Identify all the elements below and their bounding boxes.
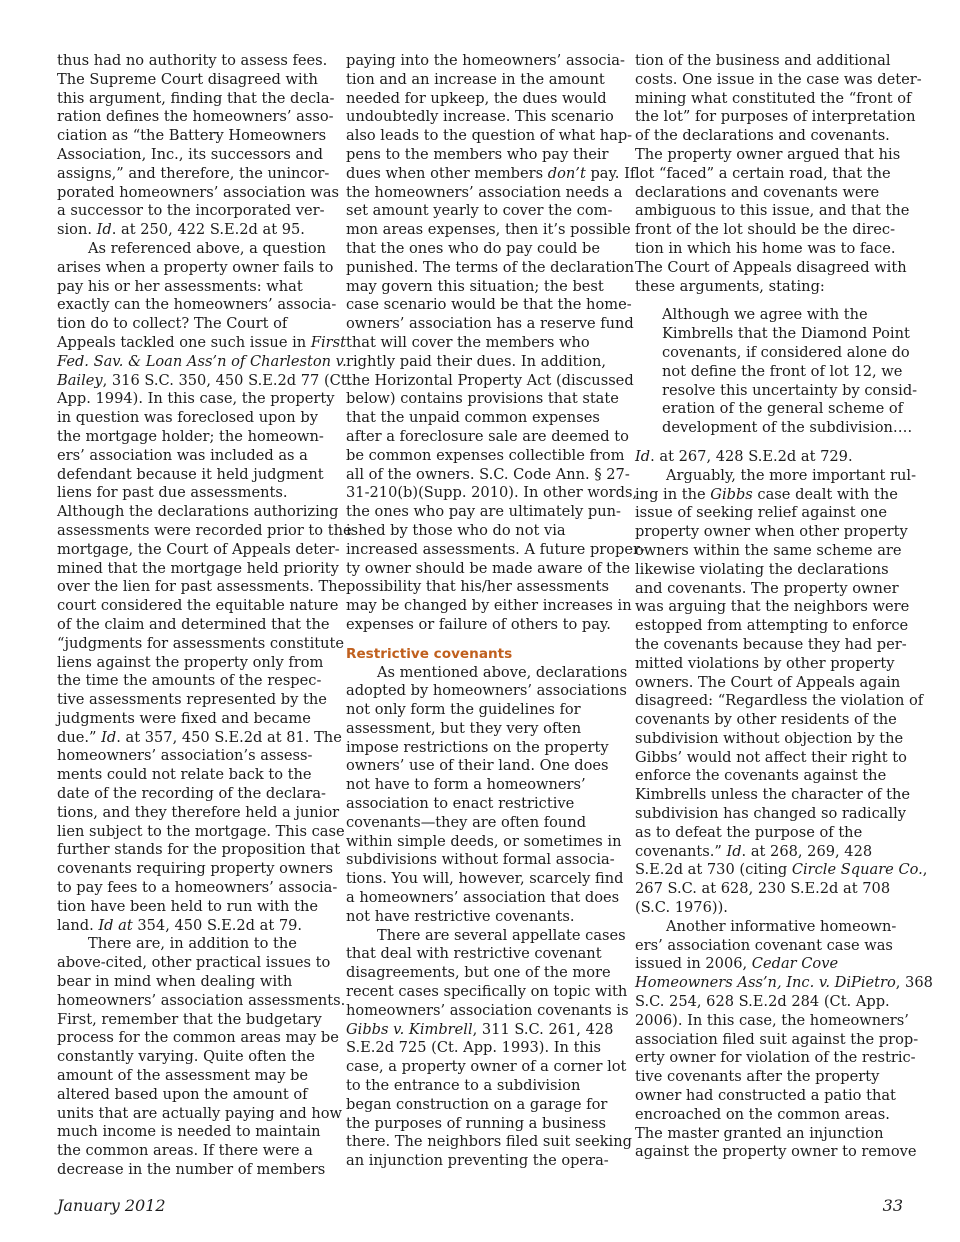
text-line: mon areas expenses, then it’s possible <box>346 221 631 239</box>
text-block <box>635 447 933 1162</box>
text-line: tion in which his home was to face. <box>635 239 896 257</box>
text-line: tions, and they therefore held a junior <box>57 803 340 821</box>
text-line: to the entrance to a subdivision <box>346 1077 581 1095</box>
text-line: First, remember that the budgetary <box>57 1010 322 1028</box>
text-line: that the unpaid common expenses <box>346 409 600 427</box>
text-line: Although the declarations authorizing <box>57 503 339 521</box>
text-line: association filed suit against the prop- <box>635 1030 919 1048</box>
text-line: an injunction preventing the opera- <box>346 1152 609 1170</box>
text-line: covenants by other residents of the <box>635 711 897 729</box>
text-line: ing in the Gibbs case dealt with the <box>635 485 898 503</box>
text-line: not have restrictive covenants. <box>346 907 575 925</box>
text-line: S.E.2d 725 (Ct. App. 1993). In this <box>346 1039 602 1057</box>
text-line: expenses or failure of others to pay. <box>346 615 611 633</box>
text-line: issued in 2006, Cedar Cove <box>635 955 839 973</box>
text-line: case, a property owner of a corner lot <box>346 1058 627 1076</box>
text-line: Homeowners Ass’n, Inc. v. DiPietro, 368 <box>635 974 933 992</box>
text-line: disagreed: “Regardless the violation of <box>635 692 924 710</box>
text-line: mortgage, the Court of Appeals deter- <box>57 540 340 558</box>
article-column-1 <box>57 52 352 1180</box>
text-line: due.” Id. at 357, 450 S.E.2d at 81. The <box>57 728 342 746</box>
text-line: to pay fees to a homeowners’ associa- <box>57 879 338 897</box>
text-line: below) contains provisions that state <box>346 390 619 408</box>
text-block <box>346 663 632 1172</box>
text-line: There are, in addition to the <box>88 935 297 953</box>
text-line: subdivision without objection by the <box>635 729 904 747</box>
text-line: case scenario would be that the home- <box>346 296 632 314</box>
text-line: liens for past due assessments. <box>57 484 288 502</box>
text-line: the lot” for purposes of interpretation <box>635 108 916 126</box>
text-line: eration of the general scheme of <box>662 400 904 418</box>
text-line: of the claim and determined that the <box>57 615 330 633</box>
text-line: The property owner argued that his <box>635 145 901 163</box>
text-line: Gibbs’ would not affect their right to <box>635 748 907 766</box>
text-line: enforce the covenants against the <box>635 767 887 785</box>
text-line: “judgments for assessments constitute <box>57 634 345 652</box>
text-line: may govern this situation; the best <box>346 277 604 295</box>
text-line: also leads to the question of what hap- <box>346 127 633 145</box>
text-line: assessment, but they very often <box>346 719 582 737</box>
text-line: within simple deeds, or sometimes in <box>346 832 622 850</box>
text-line: rightly paid their dues. In addition, <box>346 352 607 370</box>
text-line: this argument, finding that the decla- <box>57 89 335 107</box>
text-line: as to defeat the purpose of the <box>635 823 863 841</box>
text-line: impose restrictions on the property <box>346 738 609 756</box>
text-line: subdivisions without formal associa- <box>346 851 615 869</box>
text-line: owners. The Court of Appeals again <box>635 673 901 691</box>
text-line: process for the common areas may be <box>57 1029 339 1047</box>
text-line: of the declarations and covenants. <box>635 127 890 145</box>
text-line: Fed. Sav. & Loan Ass’n of Charleston v. <box>57 352 347 370</box>
text-line: a successor to the incorporated ver- <box>57 202 325 220</box>
text-line: the covenants because they had per- <box>635 635 907 653</box>
text-line: needed for upkeep, the dues would <box>346 89 607 107</box>
text-line: there. The neighbors filed suit seeking <box>346 1133 632 1151</box>
text-line: ambiguous to this issue, and that the <box>635 202 910 220</box>
article-column-2 <box>346 52 645 1171</box>
text-line: undoubtedly increase. This scenario <box>346 108 614 126</box>
text-line: mining what constituted the “front of <box>635 89 912 107</box>
text-line: arises when a property owner fails to <box>57 258 334 276</box>
section-heading: Restrictive covenants <box>346 645 513 662</box>
text-line: likewise violating the declarations <box>635 560 889 578</box>
text-line: that deal with restrictive covenant <box>346 945 602 963</box>
text-line: a homeowners’ association that does <box>346 889 620 907</box>
text-line: units that are actually paying and how <box>57 1104 343 1122</box>
text-line: development of the subdivision…. <box>662 419 913 437</box>
text-line: owner had constructed a patio that <box>635 1087 896 1105</box>
text-line: ciation as “the Battery Homeowners <box>57 127 327 145</box>
text-line: the mortgage holder; the homeown- <box>57 427 324 445</box>
text-line: Arguably, the more important rul- <box>666 466 917 484</box>
article-column-3 <box>635 52 933 1162</box>
text-line: tion and an increase in the amount <box>346 70 605 88</box>
text-line: not have to form a homeowners’ <box>346 776 586 794</box>
text-line: much income is needed to maintain <box>57 1123 321 1141</box>
text-line: above-cited, other practical issues to <box>57 954 331 972</box>
text-line: liens against the property only from <box>57 653 324 671</box>
paragraph-spacer <box>635 438 903 448</box>
text-line: Kimbrells that the Diamond Point <box>662 325 910 343</box>
text-line: judgments were fixed and became <box>57 709 311 727</box>
text-line: (S.C. 1976)). <box>635 899 728 917</box>
text-line: court considered the equitable nature <box>57 597 339 615</box>
text-line: The Supreme Court disagreed with <box>57 70 318 88</box>
text-line: homeowners’ association assessments. <box>57 991 346 1009</box>
text-block <box>346 52 645 635</box>
text-line: 31-210(b)(Supp. 2010). In other words, <box>346 484 638 502</box>
text-line: declarations and covenants were <box>635 183 880 201</box>
text-line: be common expenses collectible from <box>346 446 625 464</box>
text-line: Another informative homeown- <box>666 917 897 935</box>
text-line: 267 S.C. at 628, 230 S.E.2d at 708 <box>635 880 891 898</box>
text-line: lot “faced” a certain road, that the <box>635 164 891 182</box>
text-line: S.E.2d at 730 (citing Circle Square Co., <box>635 861 928 879</box>
text-line: issue of seeking relief against one <box>635 504 888 522</box>
text-block <box>57 52 352 1180</box>
text-line: App. 1994). In this case, the property <box>57 390 335 408</box>
text-line: the common areas. If there were a <box>57 1142 313 1160</box>
text-line: 2006). In this case, the homeowners’ <box>635 1011 909 1029</box>
text-line: As referenced above, a question <box>88 239 327 257</box>
text-line: tion of the business and additional <box>635 52 891 69</box>
text-line: homeowners’ association’s assess- <box>57 747 313 765</box>
text-line: Kimbrells unless the character of the <box>635 786 911 804</box>
text-line: S.C. 254, 628 S.E.2d 284 (Ct. App. <box>635 993 890 1011</box>
text-line: bear in mind when dealing with <box>57 973 293 991</box>
text-line: not define the front of lot 12, we <box>662 362 903 380</box>
text-line: date of the recording of the declara- <box>57 785 326 803</box>
text-line: Association, Inc., its successors and <box>57 145 323 163</box>
text-line: over the lien for past assessments. The <box>57 578 347 596</box>
text-line: that the ones who do pay could be <box>346 239 600 257</box>
text-line: and covenants. The property owner <box>635 579 899 597</box>
text-line: after a foreclosure sale are deemed to <box>346 427 629 445</box>
text-line: pens to the members who pay their <box>346 145 609 163</box>
text-line: owners’ association has a reserve fund <box>346 315 634 333</box>
text-line: mined that the mortgage held priority <box>57 559 339 577</box>
text-line: covenants requiring property owners <box>57 860 333 878</box>
text-line: further stands for the proposition that <box>57 841 341 859</box>
text-line: Gibbs v. Kimbrell, 311 S.C. 261, 428 <box>346 1020 614 1038</box>
block-quote <box>635 306 918 438</box>
text-line: altered based upon the amount of <box>57 1085 308 1103</box>
text-line: ty owner should be made aware of the <box>346 559 631 577</box>
text-line: not only form the guidelines for <box>346 701 581 719</box>
text-line: ished by those who do not via <box>346 521 566 539</box>
footer-date: January 2012 <box>57 1196 166 1215</box>
text-line: set amount yearly to cover the com- <box>346 202 613 220</box>
text-line: the ones who pay are ultimately pun- <box>346 503 621 521</box>
paragraph-spacer <box>635 296 903 306</box>
text-line: tive assessments represented by the <box>57 691 327 709</box>
text-line: increased assessments. A future proper- <box>346 540 645 558</box>
text-line: in question was foreclosed upon by <box>57 409 318 427</box>
text-block <box>635 52 922 296</box>
text-line: disagreements, but one of the more <box>346 964 611 982</box>
text-line: adopted by homeowners’ associations <box>346 682 627 700</box>
text-line: ers’ association was included as a <box>57 446 308 464</box>
text-line: amount of the assessment may be <box>57 1067 309 1085</box>
text-line: owners within the same scheme are <box>635 541 902 559</box>
text-line: costs. One issue in the case was deter- <box>635 70 922 88</box>
text-line: was arguing that the neighbors were <box>635 598 910 616</box>
text-line: mitted violations by other property <box>635 654 895 672</box>
text-line: tion have been held to run with the <box>57 897 318 915</box>
text-line: sion. Id. at 250, 422 S.E.2d at 95. <box>57 221 305 239</box>
text-line: Id. at 267, 428 S.E.2d at 729. <box>635 447 853 465</box>
text-line: covenants.” Id. at 268, 269, 428 <box>635 842 873 860</box>
text-line: exactly can the homeowners’ associa- <box>57 296 337 314</box>
text-line: lien subject to the mortgage. This case <box>57 822 345 840</box>
text-line: that will cover the members who <box>346 333 590 351</box>
text-line: There are several appellate cases <box>377 926 626 944</box>
text-line: tive covenants after the property <box>635 1068 880 1086</box>
text-line: erty owner for violation of the restric- <box>635 1049 916 1067</box>
text-line: defendant because it held judgment <box>57 465 324 483</box>
text-line: Although we agree with the <box>662 306 868 324</box>
text-line: resolve this uncertainty by consid- <box>662 381 918 399</box>
text-line: may be changed by either increases in <box>346 597 632 615</box>
text-line: The master granted an injunction <box>635 1124 884 1142</box>
text-line: ments could not relate back to the <box>57 766 312 784</box>
text-line: The Court of Appeals disagreed with <box>635 258 907 276</box>
text-line: As mentioned above, declarations <box>377 663 628 681</box>
text-line: the Horizontal Property Act (discussed <box>346 371 634 389</box>
text-line: owners’ use of their land. One does <box>346 757 609 775</box>
text-line: association to enact restrictive <box>346 795 575 813</box>
text-line: subdivision has changed so radically <box>635 805 907 823</box>
text-line: tion do to collect? The Court of <box>57 315 288 333</box>
text-line: all of the owners. S.C. Code Ann. § 27- <box>346 465 630 483</box>
text-line: punished. The terms of the declaration <box>346 258 635 276</box>
text-line: began construction on a garage for <box>346 1095 608 1113</box>
text-line: dues when other members don’t pay. If <box>346 164 636 182</box>
text-line: estopped from attempting to enforce <box>635 617 909 635</box>
text-line: assessments were recorded prior to the <box>57 521 352 539</box>
text-line: Bailey, 316 S.C. 350, 450 S.E.2d 77 (Ct. <box>57 371 352 389</box>
text-line: these arguments, stating: <box>635 277 825 295</box>
page-number: 33 <box>882 1196 903 1215</box>
text-line: ers’ association covenant case was <box>635 936 893 954</box>
text-line: Appeals tackled one such issue in First <box>57 333 346 351</box>
text-line: the homeowners’ association needs a <box>346 183 623 201</box>
paragraph-spacer <box>346 635 614 645</box>
text-line: against the property owner to remove <box>635 1143 917 1161</box>
text-line: the time the amounts of the respec- <box>57 672 322 690</box>
text-line: possibility that his/her assessments <box>346 578 609 596</box>
text-line: constantly varying. Quite often the <box>57 1048 315 1066</box>
text-line: homeowners’ association covenants is <box>346 1001 629 1019</box>
text-line: porated homeowners’ association was <box>57 183 340 201</box>
text-line: paying into the homeowners’ associa- <box>346 52 625 69</box>
text-line: the purposes of running a business <box>346 1114 606 1132</box>
text-line: recent cases specifically on topic with <box>346 983 628 1001</box>
text-line: ration defines the homeowners’ asso- <box>57 108 334 126</box>
text-line: land. Id at 354, 450 S.E.2d at 79. <box>57 916 303 934</box>
text-line: pay his or her assessments: what <box>57 277 303 295</box>
text-line: thus had no authority to assess fees. <box>57 52 328 69</box>
text-line: covenants, if considered alone do <box>662 343 910 361</box>
text-line: property owner when other property <box>635 523 908 541</box>
text-line: front of the lot should be the direc- <box>635 221 895 239</box>
text-line: decrease in the number of members <box>57 1161 326 1179</box>
text-line: assigns,” and therefore, the unincor- <box>57 164 330 182</box>
text-line: covenants—they are often found <box>346 813 587 831</box>
text-line: encroached on the common areas. <box>635 1105 890 1123</box>
text-line: tions. You will, however, scarcely find <box>346 870 624 888</box>
